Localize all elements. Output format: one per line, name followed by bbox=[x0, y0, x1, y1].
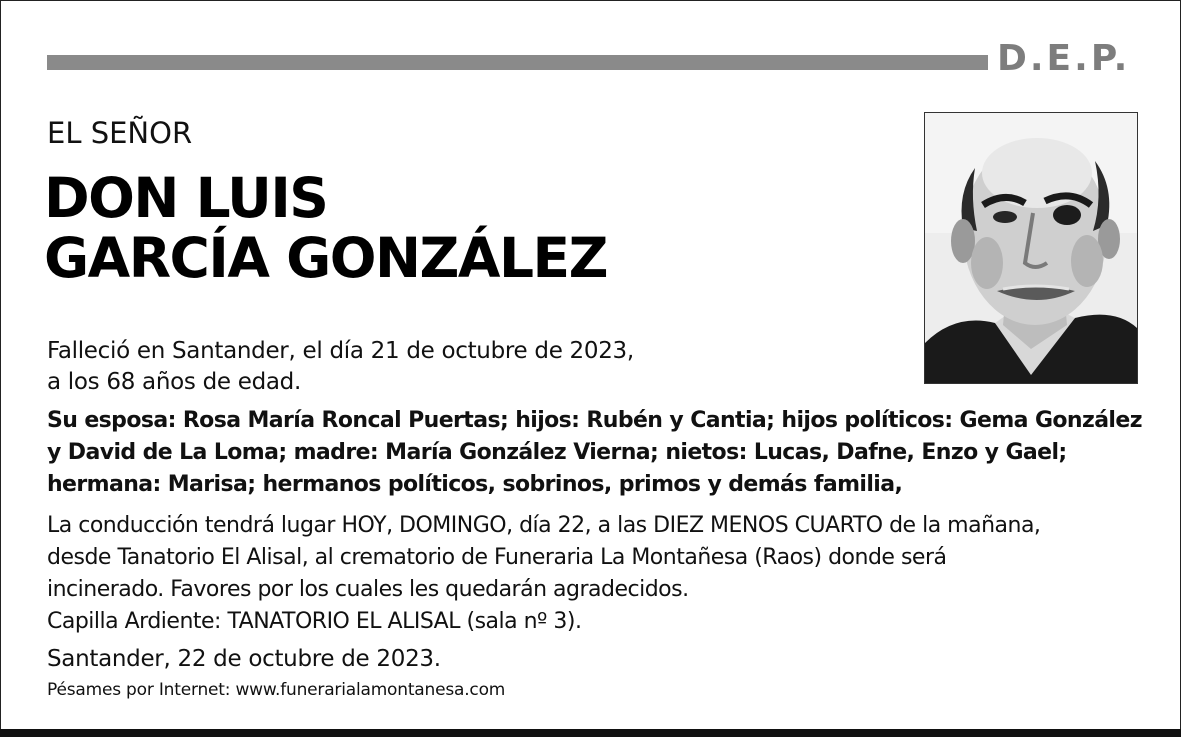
portrait-photo-icon bbox=[925, 113, 1137, 383]
death-line-1: Falleció en Santander, el día 21 de octubre de 2023, bbox=[47, 338, 634, 364]
family-line-1: Su esposa: Rosa María Roncal Puertas; hijos: Rubén y Cantia; hijos políticos: Gema González bbox=[47, 408, 1142, 433]
family-line-2: y David de La Loma; madre: María González Vierna; nietos: Lucas, Dafne, Enzo y Gael; bbox=[47, 440, 1067, 465]
dep-label: D.E.P. bbox=[997, 38, 1131, 79]
death-line-2: a los 68 años de edad. bbox=[47, 369, 301, 395]
family-list bbox=[47, 405, 1142, 501]
family-line-3: hermana: Marisa; hermanos políticos, sobrinos, primos y demás familia, bbox=[47, 472, 903, 497]
name-line-1: DON LUIS bbox=[44, 166, 328, 230]
service-details bbox=[47, 510, 1040, 638]
service-line-1: La conducción tendrá lugar HOY, DOMINGO, día 22, a las DIEZ MENOS CUARTO de la mañana, bbox=[47, 513, 1041, 538]
service-line-2: desde Tanatorio El Alisal, al crematorio de Funeraria La Montañesa (Raos) donde será bbox=[47, 545, 947, 570]
header-rule bbox=[47, 55, 988, 70]
condolences-web: Pésames por Internet: www.funerarialamontanesa.com bbox=[47, 680, 506, 700]
deceased-name bbox=[44, 168, 607, 288]
name-line-2: GARCÍA GONZÁLEZ bbox=[44, 226, 607, 290]
closing-place-date: Santander, 22 de octubre de 2023. bbox=[47, 646, 441, 672]
footer-rule bbox=[0, 729, 1181, 737]
portrait-photo bbox=[924, 112, 1138, 384]
service-line-4: Capilla Ardiente: TANATORIO EL ALISAL (sala nº 3). bbox=[47, 609, 582, 634]
service-line-3: incinerado. Favores por los cuales les quedarán agradecidos. bbox=[47, 577, 689, 602]
honorific: EL SEÑOR bbox=[47, 116, 193, 150]
death-details bbox=[47, 336, 634, 398]
